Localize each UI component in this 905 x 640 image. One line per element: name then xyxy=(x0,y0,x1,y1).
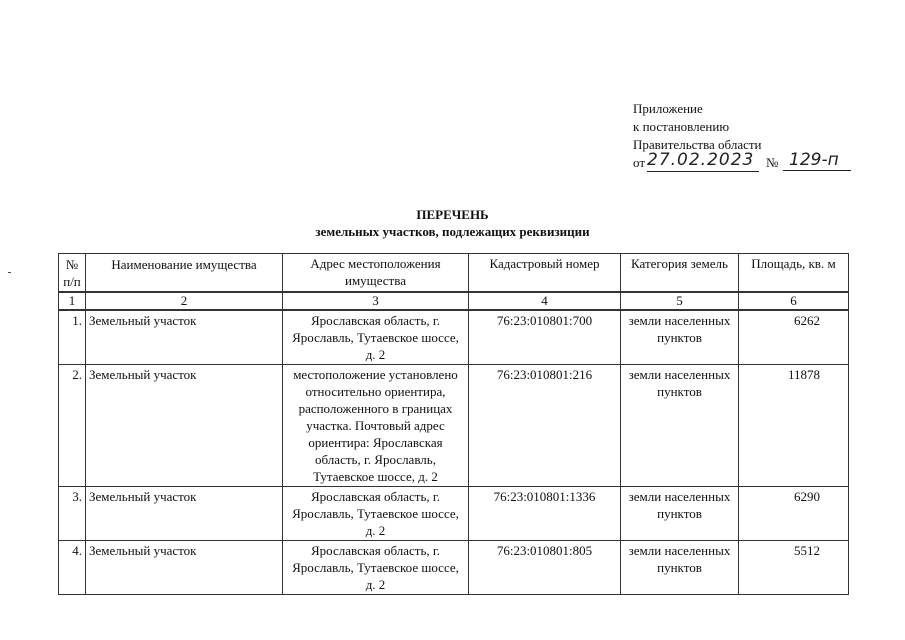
column-index-row xyxy=(59,292,849,310)
table-row xyxy=(59,487,849,541)
property-address: местоположение установлено относительно ориентира, расположенного в границах участка. Почтовый адрес ориентира: Ярославская область, г. Ярославль, Тутаевское шоссе, д. 2 xyxy=(283,365,469,487)
area-value: 6262 xyxy=(739,310,849,365)
number-label: № xyxy=(766,155,779,170)
cadastral-number: 76:23:010801:1336 xyxy=(469,487,621,541)
area-value: 5512 xyxy=(739,541,849,595)
header-cadastral: Кадастровый номер xyxy=(469,254,621,293)
cadastral-number: 76:23:010801:805 xyxy=(469,541,621,595)
header-area: Площадь, кв. м xyxy=(739,254,849,293)
column-index: 6 xyxy=(739,292,849,310)
column-index: 3 xyxy=(283,292,469,310)
column-index: 2 xyxy=(86,292,283,310)
column-index: 4 xyxy=(469,292,621,310)
land-plots-table xyxy=(58,253,849,595)
document-subtitle: земельных участков, подлежащих реквизиции xyxy=(315,224,590,239)
land-category: земли населенных пунктов xyxy=(621,487,739,541)
property-name: Земельный участок xyxy=(86,487,283,541)
area-value: 11878 xyxy=(739,365,849,487)
appendix-line-3: Правительства области xyxy=(633,137,762,152)
row-number: 3. xyxy=(59,487,86,541)
land-category: земли населенных пунктов xyxy=(621,310,739,365)
column-index: 1 xyxy=(59,292,86,310)
resolution-date-number xyxy=(633,150,839,174)
property-name: Земельный участок xyxy=(86,541,283,595)
property-name: Земельный участок xyxy=(86,310,283,365)
column-index: 5 xyxy=(621,292,739,310)
row-number: 1. xyxy=(59,310,86,365)
header-category: Категория земель xyxy=(621,254,739,293)
resolution-number: 129-п xyxy=(783,149,851,171)
from-label: от xyxy=(633,155,646,170)
resolution-date: 27.02.2023 xyxy=(647,149,759,172)
header-no: № п/п xyxy=(59,254,86,293)
document-title: ПЕРЕЧЕНЬ xyxy=(416,207,489,222)
margin-mark xyxy=(8,272,11,273)
property-name: Земельный участок xyxy=(86,365,283,487)
property-address: Ярославская область, г. Ярославль, Тутаевское шоссе, д. 2 xyxy=(283,310,469,365)
land-category: земли населенных пунктов xyxy=(621,541,739,595)
row-number: 4. xyxy=(59,541,86,595)
table-row xyxy=(59,541,849,595)
appendix-line-2: к постановлению xyxy=(633,119,730,134)
row-number: 2. xyxy=(59,365,86,487)
cadastral-number: 76:23:010801:700 xyxy=(469,310,621,365)
cadastral-number: 76:23:010801:216 xyxy=(469,365,621,487)
property-address: Ярославская область, г. Ярославль, Тутаевское шоссе, д. 2 xyxy=(283,541,469,595)
table-header-row xyxy=(59,254,849,293)
land-category: земли населенных пунктов xyxy=(621,365,739,487)
header-address: Адрес местоположения имущества xyxy=(283,254,469,293)
appendix-block xyxy=(633,100,839,174)
property-address: Ярославская область, г. Ярославль, Тутаевское шоссе, д. 2 xyxy=(283,487,469,541)
table-row xyxy=(59,310,849,365)
header-name: Наименование имущества xyxy=(86,254,283,293)
table-row xyxy=(59,365,849,487)
area-value: 6290 xyxy=(739,487,849,541)
appendix-line-1: Приложение xyxy=(633,101,703,116)
